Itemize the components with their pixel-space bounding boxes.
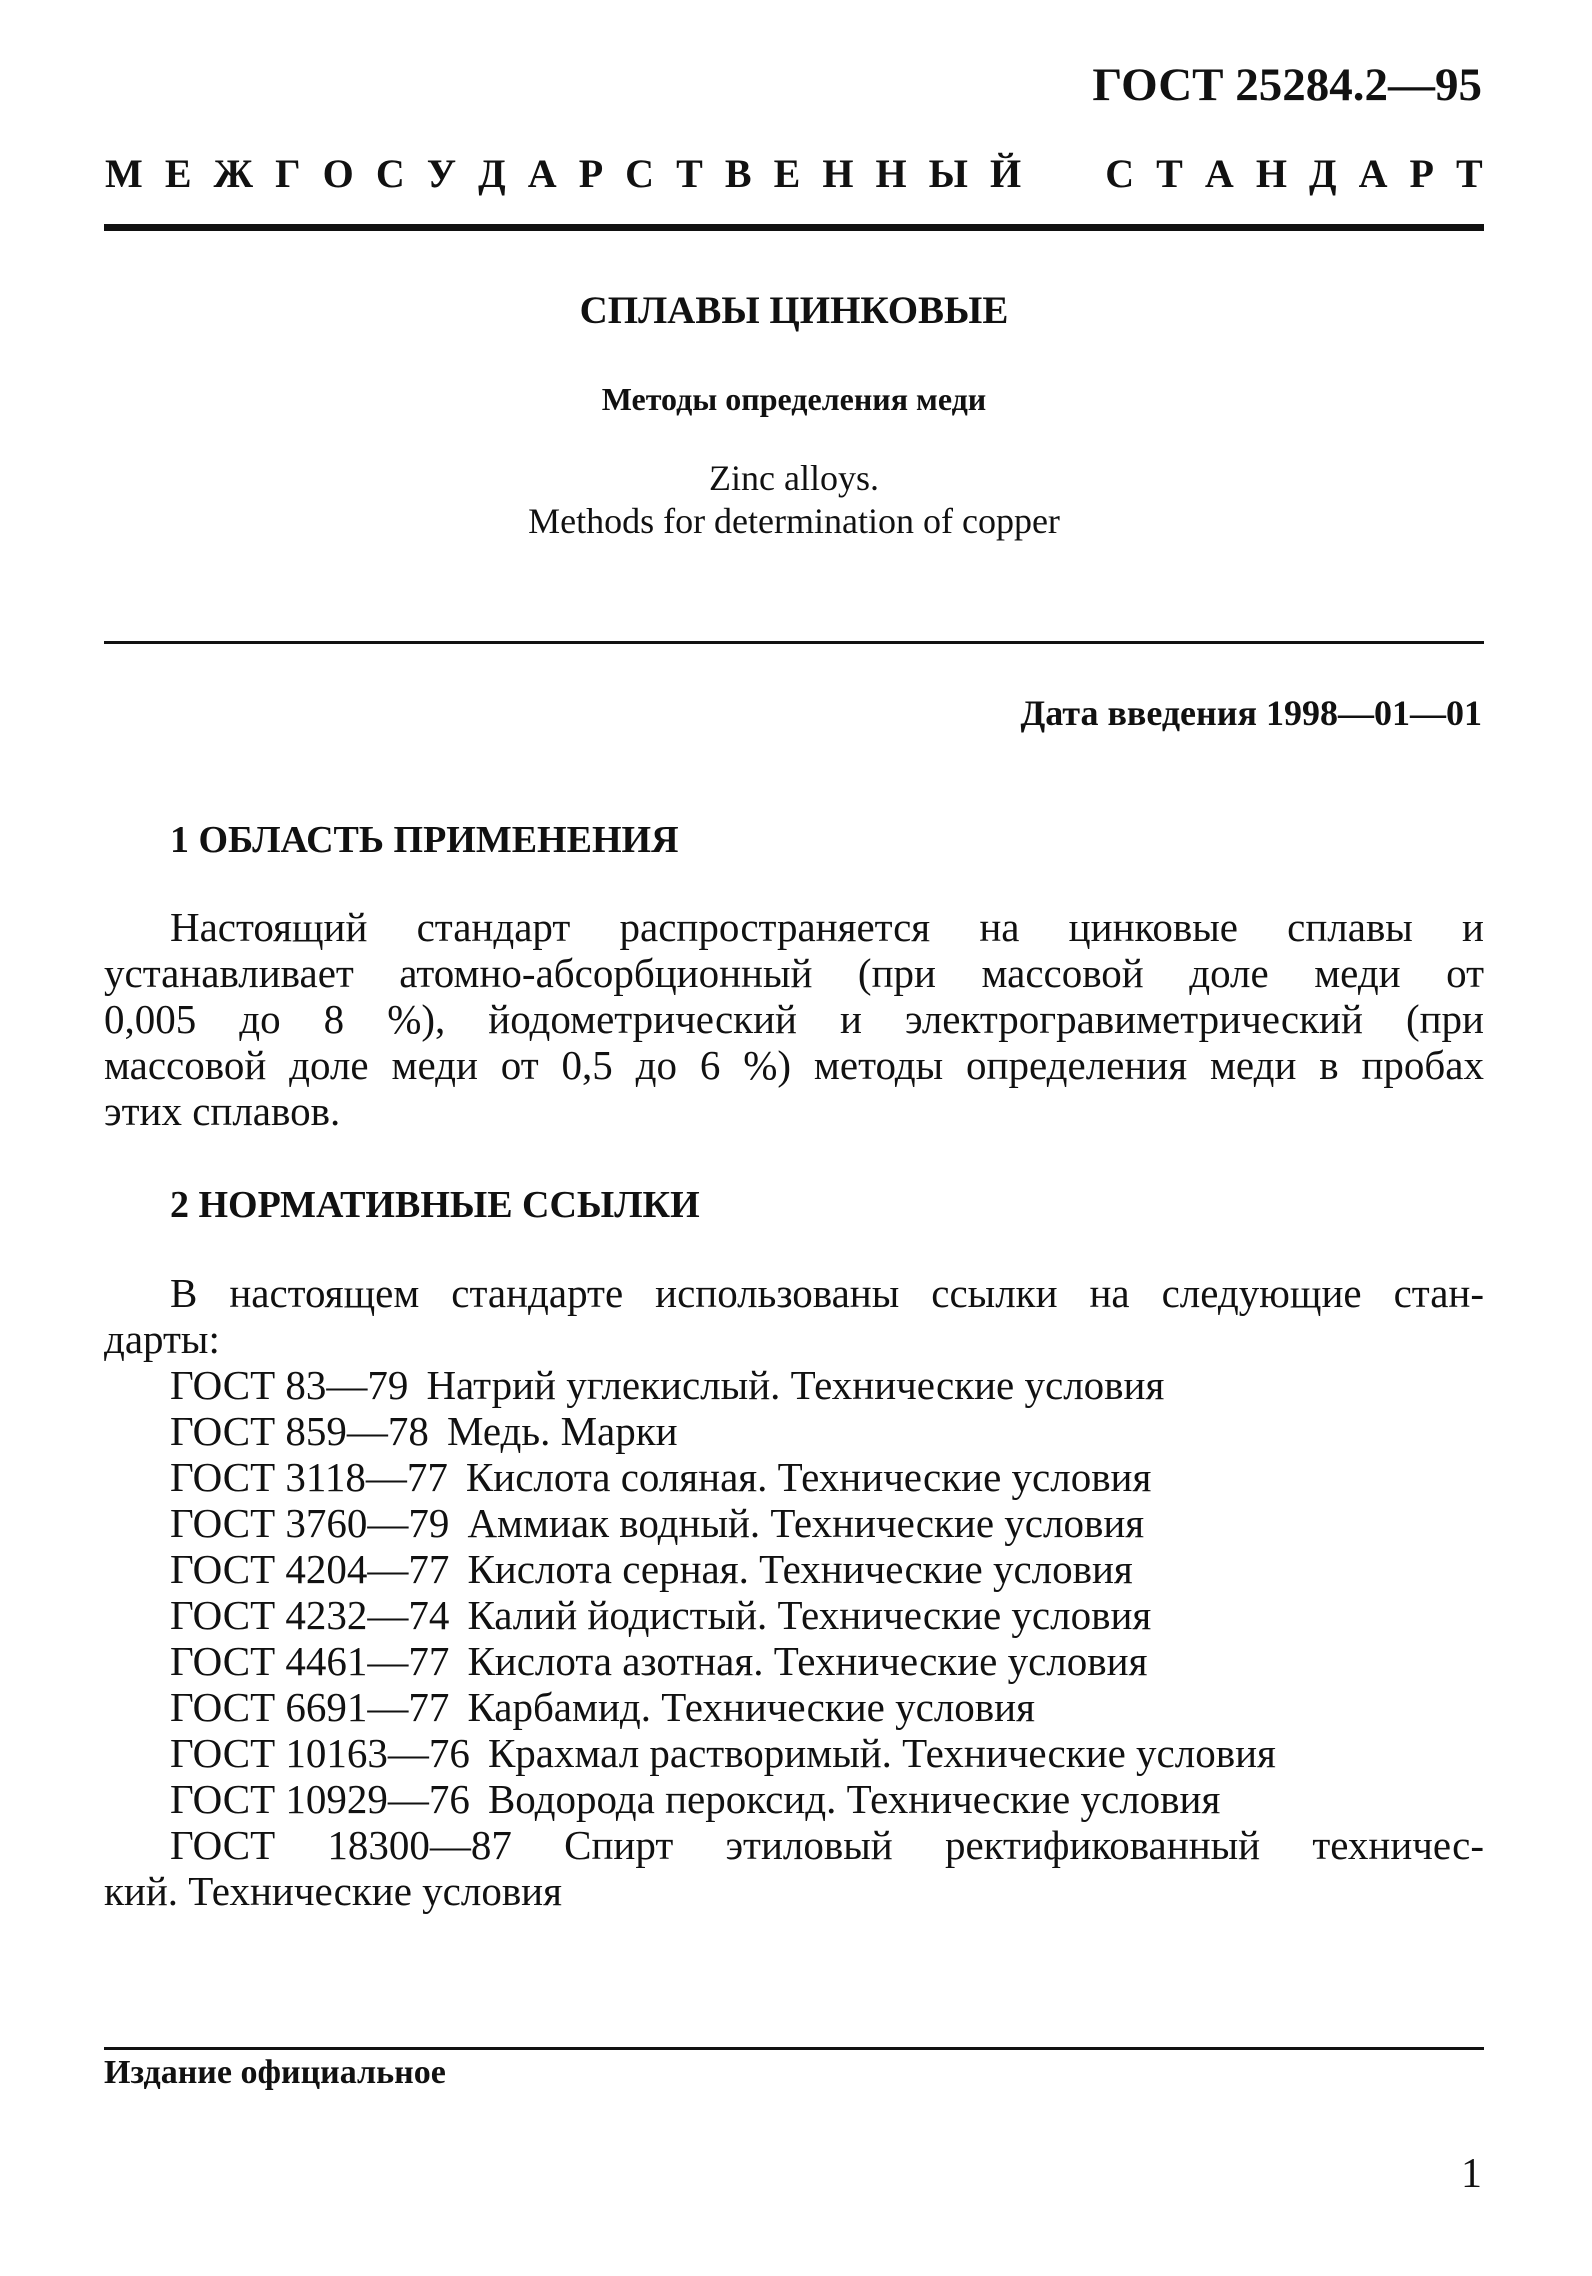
- banner-letter: Г: [275, 151, 301, 196]
- banner-letter: Н: [1255, 151, 1287, 196]
- banner-letter: Т: [676, 151, 703, 196]
- reference-title: Кислота соляная. Технические условия: [465, 1454, 1152, 1500]
- section-1-line: Настоящий стандарт распространяется на цинковые сплавы и: [170, 904, 1484, 950]
- reference-item: [170, 1408, 678, 1454]
- banner-letter: С: [625, 151, 655, 196]
- banner-letter: Т: [1156, 151, 1183, 196]
- reference-title: Кислота серная. Технические условия: [467, 1546, 1133, 1592]
- banner-letter: Ы: [928, 151, 968, 196]
- banner-gap: [1043, 150, 1083, 197]
- reference-item: [170, 1684, 1035, 1730]
- reference-title: Крахмал растворимый. Технические условия: [487, 1730, 1276, 1776]
- banner-letter: С: [1105, 151, 1135, 196]
- reference-code: ГОСТ 6691—77: [170, 1684, 450, 1730]
- banner-letter: Т: [1455, 151, 1483, 196]
- reference-code: ГОСТ 859—78: [170, 1408, 429, 1454]
- english-title-line-2: Methods for determination of copper: [528, 501, 1060, 541]
- section-1-line: массовой доле меди от 0,5 до 6 %) методы определения меди в пробах: [104, 1042, 1484, 1088]
- banner-letter: А: [1358, 151, 1388, 196]
- section-2-intro-line: дарты:: [104, 1316, 220, 1362]
- reference-code: ГОСТ 3118—77: [170, 1454, 448, 1500]
- reference-code: ГОСТ 4232—74: [170, 1592, 450, 1638]
- reference-title: Водорода пероксид. Технические условия: [487, 1776, 1221, 1822]
- banner-letter: А: [1204, 151, 1234, 196]
- section-2-intro-line: В настоящем стандарте использованы ссылки на следующие стан-: [170, 1270, 1484, 1316]
- reference-item: [170, 1500, 1144, 1546]
- english-title-line-1: Zinc alloys.: [709, 458, 879, 498]
- section-1-line: этих сплавов.: [104, 1088, 341, 1134]
- reference-item-wrapped: ГОСТ 18300—87 Спирт этиловый ректификованный техничес-: [170, 1822, 1484, 1868]
- reference-title: Аммиак водный. Технические условия: [467, 1500, 1145, 1546]
- section-1-line: 0,005 до 8 %), йодометрический и электрогравиметрический (при: [104, 996, 1484, 1042]
- document-subtitle: Методы определения меди: [601, 381, 987, 417]
- section-1-heading: 1 ОБЛАСТЬ ПРИМЕНЕНИЯ: [170, 819, 679, 861]
- banner-letter: Е: [164, 151, 192, 196]
- reference-item-wrapped: кий. Технические условия: [104, 1868, 562, 1914]
- title-divider: [104, 641, 1484, 644]
- reference-title: Калий йодистый. Технические условия: [467, 1592, 1152, 1638]
- banner-letter: М: [105, 151, 143, 196]
- reference-item: [170, 1546, 1133, 1592]
- reference-code: ГОСТ 4461—77: [170, 1638, 450, 1684]
- document-title: СПЛАВЫ ЦИНКОВЫЕ: [579, 289, 1009, 332]
- banner-letter: Д: [1308, 151, 1337, 196]
- banner-letter: Е: [773, 151, 801, 196]
- reference-title: Карбамид. Технические условия: [467, 1684, 1035, 1730]
- banner-letter: Р: [1409, 151, 1434, 196]
- banner-letter: Д: [478, 151, 506, 196]
- reference-item: [170, 1638, 1147, 1684]
- page-number: 1: [1461, 2151, 1482, 2197]
- reference-item: [170, 1454, 1151, 1500]
- banner-letter: О: [322, 151, 354, 196]
- reference-title: Натрий углекислый. Технические условия: [426, 1362, 1165, 1408]
- banner-letter: В: [724, 151, 752, 196]
- header-divider: [104, 224, 1484, 231]
- banner-letter: А: [527, 151, 557, 196]
- reference-code: ГОСТ 4204—77: [170, 1546, 450, 1592]
- banner-letter: Й: [989, 151, 1022, 196]
- reference-item: [170, 1730, 1276, 1776]
- reference-item: [170, 1776, 1220, 1822]
- banner-letter: Н: [875, 151, 907, 196]
- reference-item: [170, 1362, 1164, 1408]
- section-2-heading: 2 НОРМАТИВНЫЕ ССЫЛКИ: [170, 1184, 700, 1226]
- banner-letter: У: [426, 151, 457, 196]
- standard-banner: [105, 150, 1483, 197]
- banner-letter: Ж: [213, 151, 254, 196]
- banner-letter: Р: [578, 151, 604, 196]
- reference-code: ГОСТ 10929—76: [170, 1776, 470, 1822]
- reference-code: ГОСТ 10163—76: [170, 1730, 470, 1776]
- introduction-date: Дата введения 1998—01—01: [1020, 693, 1482, 733]
- reference-item: [170, 1592, 1151, 1638]
- reference-code: ГОСТ 3760—79: [170, 1500, 450, 1546]
- section-1-line: устанавливает атомно-абсорбционный (при массовой доле меди от: [104, 950, 1484, 996]
- edition-note: Издание официальное: [104, 2054, 446, 2091]
- reference-title: Кислота азотная. Технические условия: [467, 1638, 1148, 1684]
- reference-code: ГОСТ 83—79: [170, 1362, 409, 1408]
- reference-title: Медь. Марки: [446, 1408, 678, 1454]
- banner-letter: С: [375, 151, 405, 196]
- document-number: ГОСТ 25284.2—95: [1092, 59, 1482, 111]
- banner-letter: Н: [822, 151, 854, 196]
- footer-divider: [104, 2047, 1484, 2050]
